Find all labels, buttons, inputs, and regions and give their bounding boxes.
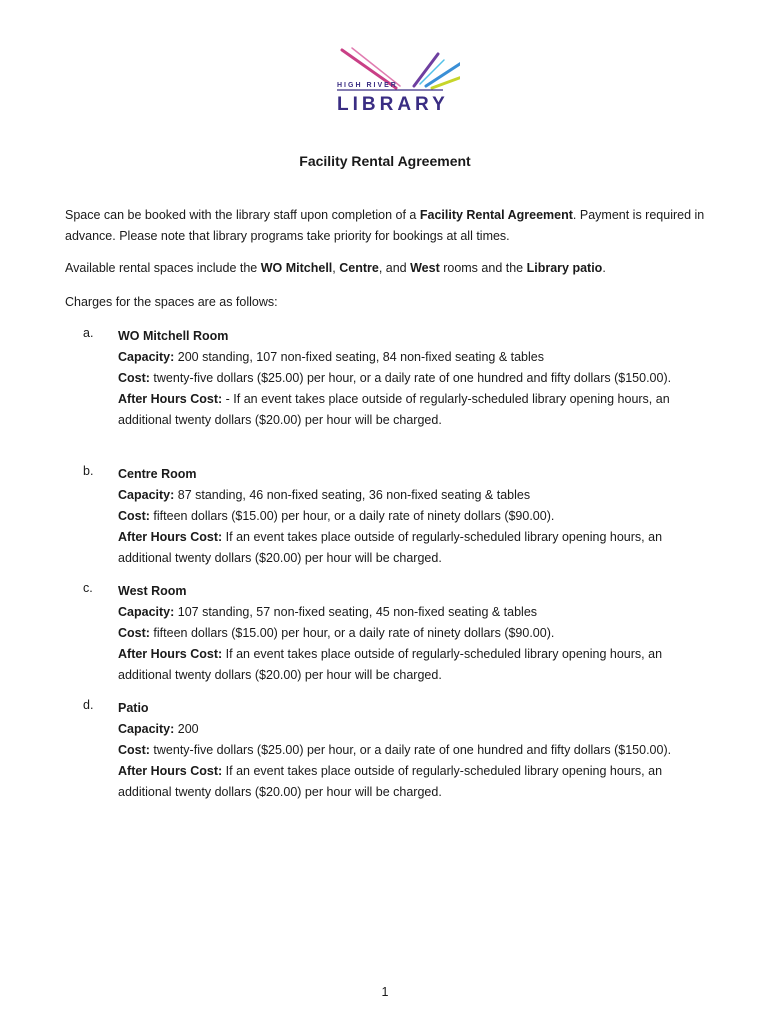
after-hours-value: If an event takes place outside of regularly-scheduled library opening hours, an additional twenty dollars ($20.00) per hour will be charged. [118, 530, 663, 565]
cost-label: Cost: [118, 626, 150, 640]
after-hours-label: After Hours Cost: [118, 392, 223, 406]
after-hours-value: - If an event takes place outside of regularly-scheduled library opening hours, an additional twenty dollars ($20.00) per hour will be charged. [118, 392, 670, 427]
list-marker: c. [83, 581, 93, 595]
room-title: Patio [118, 701, 149, 715]
capacity-line [118, 347, 718, 368]
capacity-value: 87 standing, 46 non-fixed seating, 36 non-fixed seating & tables [174, 488, 531, 502]
after-hours-value: If an event takes place outside of regularly-scheduled library opening hours, an additional twenty dollars ($20.00) per hour will be charged. [118, 647, 663, 682]
cost-value: twenty-five dollars ($25.00) per hour, or a daily rate of one hundred and fifty dollars ($150.00). [149, 371, 672, 385]
spaces-text: , and [378, 261, 411, 275]
spaces-text: , [332, 261, 340, 275]
cost-line [118, 740, 718, 761]
after-hours-line [118, 644, 718, 686]
list-marker: b. [83, 464, 94, 478]
room-title: West Room [118, 584, 187, 598]
list-item-body [118, 698, 718, 803]
capacity-value: 107 standing, 57 non-fixed seating, 45 non-fixed seating & tables [174, 605, 538, 619]
logo-text-small: HIGH RIVER [337, 82, 398, 89]
list-item-body [118, 464, 718, 569]
list-marker: d. [83, 698, 94, 712]
capacity-label: Capacity: [118, 350, 175, 364]
cost-line [118, 506, 718, 527]
after-hours-line [118, 761, 718, 803]
cost-value: fifteen dollars ($15.00) per hour, or a daily rate of ninety dollars ($90.00). [149, 626, 555, 640]
list-marker: a. [83, 326, 94, 340]
spaces-bold-text: Library patio [526, 261, 603, 275]
spaces-paragraph [65, 258, 715, 279]
after-hours-label: After Hours Cost: [118, 647, 223, 661]
page-number: 1 [381, 985, 389, 999]
capacity-value: 200 standing, 107 non-fixed seating, 84 non-fixed seating & tables [174, 350, 544, 364]
intro-bold-text: Facility Rental Agreement [419, 208, 573, 222]
charges-paragraph: Charges for the spaces are as follows: [65, 295, 278, 309]
capacity-label: Capacity: [118, 488, 175, 502]
spaces-bold-text: Centre [339, 261, 379, 275]
capacity-label: Capacity: [118, 722, 175, 736]
list-item-body [118, 326, 718, 431]
after-hours-line [118, 527, 718, 569]
cost-value: twenty-five dollars ($25.00) per hour, or a daily rate of one hundred and fifty dollars ($150.00). [149, 743, 672, 757]
library-logo [330, 44, 460, 124]
after-hours-value: If an event takes place outside of regularly-scheduled library opening hours, an additional twenty dollars ($20.00) per hour will be charged. [118, 764, 663, 799]
cost-label: Cost: [118, 743, 150, 757]
spaces-text: rooms and the [439, 261, 527, 275]
spaces-text: . [602, 261, 606, 275]
intro-text: Space can be booked with the library staff upon completion of a [65, 208, 420, 222]
after-hours-line [118, 389, 718, 431]
room-title: WO Mitchell Room [118, 329, 229, 343]
spaces-text: Available rental spaces include the [65, 261, 261, 275]
cost-label: Cost: [118, 509, 150, 523]
list-item-body [118, 581, 718, 686]
cost-label: Cost: [118, 371, 150, 385]
capacity-value: 200 [174, 722, 199, 736]
capacity-line [118, 602, 718, 623]
capacity-label: Capacity: [118, 605, 175, 619]
after-hours-label: After Hours Cost: [118, 764, 223, 778]
cost-value: fifteen dollars ($15.00) per hour, or a daily rate of ninety dollars ($90.00). [149, 509, 555, 523]
spaces-bold-text: West [410, 261, 440, 275]
document-title: Facility Rental Agreement [299, 153, 471, 169]
capacity-line [118, 719, 718, 740]
cost-line [118, 368, 718, 389]
intro-text: . Payment is required in advance. Please note that library programs take priority for bookings at all times. [65, 208, 705, 243]
after-hours-label: After Hours Cost: [118, 530, 223, 544]
room-title: Centre Room [118, 467, 197, 481]
logo-text-big: LIBRARY [337, 94, 449, 115]
spaces-bold-text: WO Mitchell [260, 261, 333, 275]
intro-paragraph [65, 205, 715, 247]
cost-line [118, 623, 718, 644]
capacity-line [118, 485, 718, 506]
